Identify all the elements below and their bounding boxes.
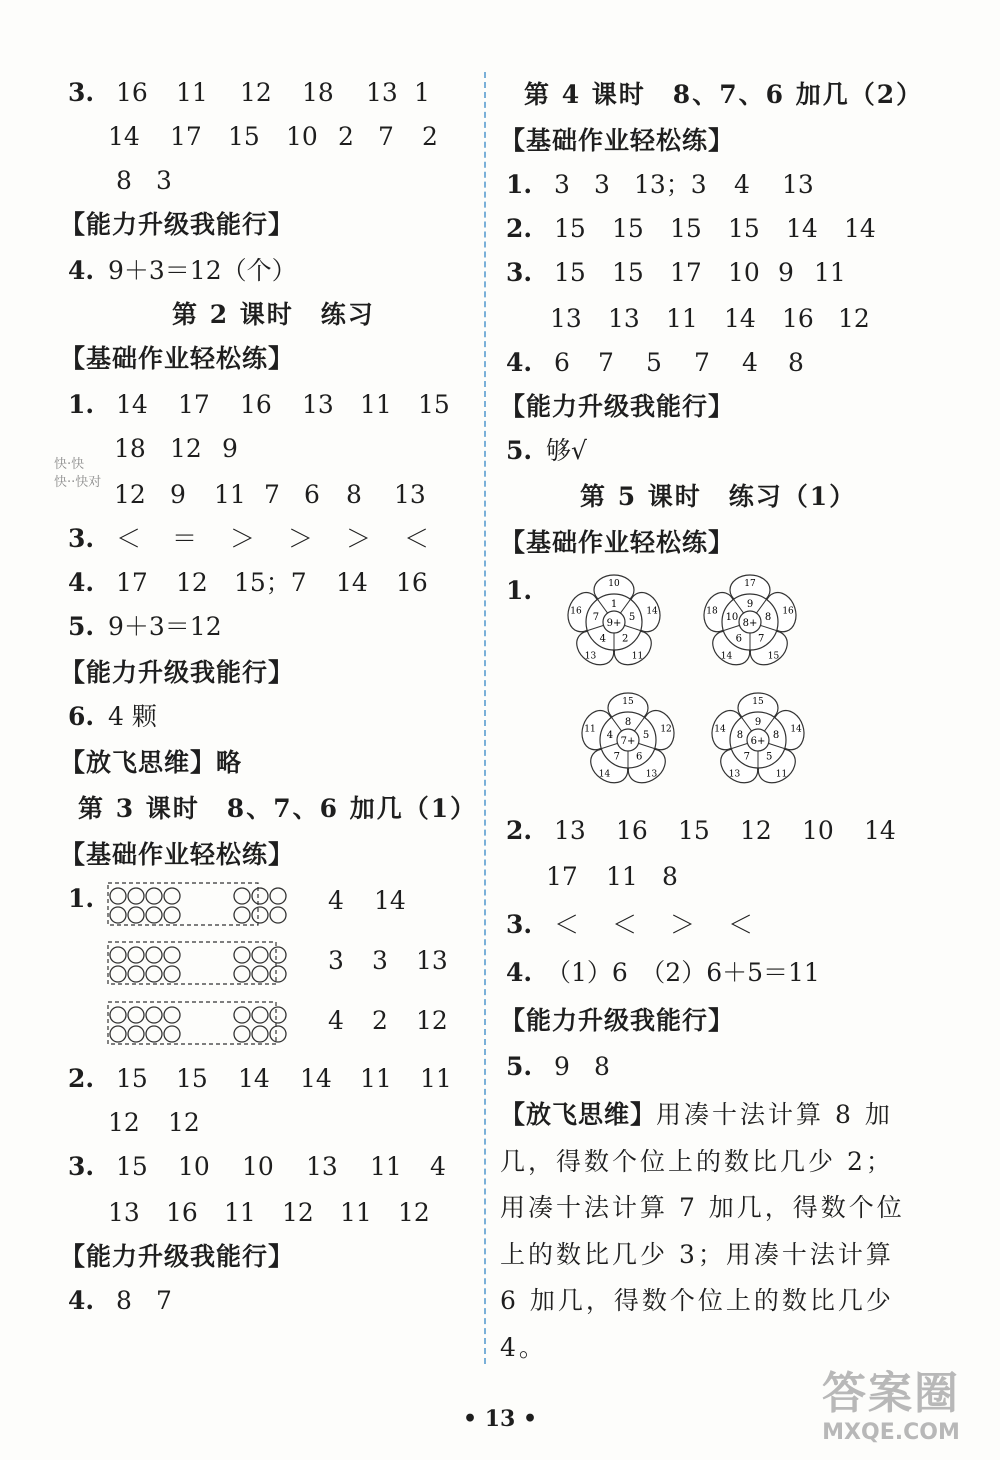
answer-line: 17 11 8 — [546, 862, 678, 891]
answer-line: 4. 17 12 15；7 14 16 — [68, 568, 428, 597]
flower-outer-number: 15 — [752, 697, 764, 707]
answer-line: 3. 15 10 10 13 11 4 — [68, 1152, 446, 1181]
apple-icon — [128, 1026, 144, 1042]
answer-line: 4 2 12 — [328, 1006, 448, 1035]
answer-line: 13 13 11 14 16 12 — [550, 304, 870, 333]
flower-inner-number: 8 — [736, 730, 744, 742]
answer-line: 3. 15 15 17 10 9 11 — [506, 258, 846, 287]
section-title: 【基础作业轻松练】 — [500, 528, 735, 557]
apple-icon — [252, 888, 268, 904]
flower-outer-number: 13 — [584, 651, 597, 662]
apple-icon — [128, 966, 144, 982]
flower-outer-number: 16 — [570, 606, 582, 617]
flower-center-label: 7+ — [620, 736, 636, 747]
apple-icon — [270, 907, 286, 923]
flower-outer-number: 14 — [598, 769, 611, 780]
apple-icon — [164, 966, 180, 982]
answer-line: 1. — [68, 884, 95, 913]
section-title: 【能力升级我能行】 — [500, 1006, 735, 1035]
answer-line: 13 16 11 12 11 12 — [108, 1198, 430, 1227]
apple-icon — [164, 1007, 180, 1023]
section-title: 【能力升级我能行】 — [60, 1242, 295, 1271]
section-title: 【能力升级我能行】 — [60, 658, 295, 687]
answer-line: 12 12 — [108, 1108, 200, 1137]
answer-line: 6. 4 颗 — [68, 702, 157, 731]
fly-label: 【放飞思维】 — [500, 1100, 657, 1129]
apple-icon — [164, 947, 180, 963]
apple-icon — [234, 966, 250, 982]
section-title: 【能力升级我能行】 — [60, 210, 295, 239]
flower-outer-number: 15 — [767, 651, 780, 662]
flower-inner-number: 6 — [635, 751, 643, 763]
flower-diagram — [694, 574, 810, 674]
flower-outer-number: 11 — [584, 724, 596, 735]
answer-line: 2. 13 16 15 12 10 14 — [506, 816, 896, 845]
column-divider — [484, 72, 486, 1364]
answer-line: 4 14 — [328, 886, 406, 915]
section-title: 【基础作业轻松练】 — [60, 344, 295, 373]
answer-line: 4. （1）6 （2）6＋5＝11 — [506, 958, 820, 987]
flower-inner-number: 5 — [765, 751, 773, 763]
flower-inner-number: 8 — [764, 612, 772, 624]
flower-outer-number: 11 — [631, 651, 644, 662]
flower-diagram — [702, 692, 818, 792]
flower-inner-number: 7 — [757, 633, 765, 645]
flower-center-label: 9+ — [606, 618, 622, 629]
apple-icon — [128, 947, 144, 963]
apple-icon — [252, 1026, 268, 1042]
apple-icon — [164, 888, 180, 904]
apple-icon — [128, 888, 144, 904]
apple-icon — [164, 1026, 180, 1042]
answer-line: 12 9 11 7 6 8 13 — [114, 480, 426, 509]
flower-inner-number: 10 — [725, 612, 739, 624]
apple-icon — [270, 888, 286, 904]
apple-groups-illustration — [106, 880, 306, 1050]
apple-icon — [252, 966, 268, 982]
site-watermark: 答案圈 MXQE.COM — [822, 1368, 960, 1445]
apple-icon — [234, 1007, 250, 1023]
apple-icon — [110, 966, 126, 982]
flower-outer-number: 13 — [645, 769, 658, 780]
flower-inner-number: 8 — [624, 717, 632, 728]
answer-line: 5. 够√ — [506, 436, 587, 465]
apple-icon — [270, 1007, 286, 1023]
flower-center-label: 8+ — [742, 618, 758, 629]
apple-icon — [234, 888, 250, 904]
apple-icon — [252, 947, 268, 963]
flower-diagram — [558, 574, 674, 674]
answer-line: 3. ＜ ＜ ＞ ＜ — [506, 910, 753, 939]
answer-line: 14 17 15 10 2 7 2 — [108, 122, 438, 151]
apple-icon — [146, 907, 162, 923]
answer-line: 4. 6 7 5 7 4 8 — [506, 348, 804, 377]
flower-inner-number: 6 — [735, 633, 743, 645]
answer-line: 4. 8 7 — [68, 1286, 172, 1315]
flower-outer-number: 14 — [790, 724, 802, 735]
apple-icon — [110, 947, 126, 963]
apple-icon — [234, 1026, 250, 1042]
apple-icon — [270, 947, 286, 963]
answer-line: 2. 15 15 14 14 11 11 — [68, 1064, 452, 1093]
apple-icon — [110, 907, 126, 923]
answer-line: 4. 9＋3＝12（个） — [68, 256, 297, 285]
lesson-title: 第 3 课时 8、7、6 加几（1） — [78, 794, 478, 823]
apple-icon — [146, 888, 162, 904]
apple-icon — [128, 907, 144, 923]
answer-line: 1. — [506, 576, 533, 605]
flower-inner-number: 5 — [628, 612, 636, 624]
flower-inner-number: 5 — [642, 730, 650, 742]
flower-outer-number: 13 — [728, 769, 741, 780]
flower-outer-number: 10 — [608, 579, 620, 589]
flower-inner-number: 4 — [599, 633, 607, 645]
flower-inner-number: 7 — [613, 751, 621, 763]
flower-outer-number: 18 — [706, 606, 718, 617]
lesson-title: 第 5 课时 练习（1） — [580, 482, 857, 511]
section-title: 【能力升级我能行】 — [500, 392, 735, 421]
apple-icon — [146, 1026, 162, 1042]
flower-outer-number: 14 — [720, 651, 733, 662]
flower-inner-number: 9 — [754, 717, 762, 728]
apple-icon — [110, 888, 126, 904]
apple-icon — [164, 907, 180, 923]
flower-outer-number: 14 — [714, 724, 726, 735]
apple-icon — [128, 1007, 144, 1023]
stamp-mark: 快·快 快··快对 — [54, 457, 102, 490]
lesson-title: 第 4 课时 8、7、6 加几（2） — [524, 80, 924, 109]
answer-line: 1. 14 17 16 13 11 15 — [68, 390, 450, 419]
section-title: 【放飞思维】略 — [60, 748, 243, 777]
flower-outer-number: 11 — [775, 769, 788, 780]
lesson-title: 第 2 课时 练习 — [172, 300, 375, 329]
flower-outer-number: 16 — [782, 606, 794, 617]
apple-icon — [252, 1007, 268, 1023]
answer-line: 5. 9 8 — [506, 1052, 610, 1081]
flower-outer-number: 15 — [622, 697, 634, 707]
flower-inner-number: 4 — [606, 730, 614, 742]
section-title: 【基础作业轻松练】 — [60, 840, 295, 869]
answer-line: 18 12 9 — [114, 434, 238, 463]
flower-inner-number: 9 — [746, 599, 754, 610]
answer-line: 3. 16 11 12 18 13 1 — [68, 78, 430, 107]
fly-thinking-paragraph — [500, 1092, 912, 1371]
apple-icon — [252, 907, 268, 923]
apple-icon — [146, 966, 162, 982]
section-title: 【基础作业轻松练】 — [500, 126, 735, 155]
answer-line: 3 3 13 — [328, 946, 448, 975]
flower-inner-number: 2 — [621, 633, 629, 645]
apple-icon — [234, 907, 250, 923]
fly-text: 用凑十法计算 8 加几，得数个位上的数比几少 2；用凑十法计算 7 加几，得数个位上的数比几少 3；用凑十法计算 6 加几，得数个位上的数比几少 4。 — [500, 1100, 905, 1362]
apple-icon — [270, 966, 286, 982]
apple-icon — [146, 947, 162, 963]
flower-diagram — [572, 692, 688, 792]
apple-icon — [234, 947, 250, 963]
flower-center-label: 6+ — [750, 736, 766, 747]
flower-inner-number: 7 — [592, 612, 600, 624]
apple-icon — [146, 1007, 162, 1023]
answer-line: 8 3 — [116, 166, 172, 195]
answer-line: 2. 15 15 15 15 14 14 — [506, 214, 876, 243]
flower-outer-number: 17 — [744, 579, 756, 589]
answer-line: 1. 3 3 13；3 4 13 — [506, 170, 814, 199]
flower-outer-number: 14 — [646, 606, 658, 617]
page-number: • 13 • — [462, 1406, 538, 1432]
flower-inner-number: 8 — [772, 730, 780, 742]
apple-icon — [110, 1007, 126, 1023]
apple-icon — [110, 1026, 126, 1042]
flower-inner-number: 1 — [610, 599, 618, 610]
flower-outer-number: 12 — [660, 724, 672, 735]
answer-line: 5. 9＋3＝12 — [68, 612, 222, 641]
answer-line: 3. ＜ ＝ ＞ ＞ ＞ ＜ — [68, 524, 429, 553]
apple-icon — [270, 1026, 286, 1042]
flower-inner-number: 7 — [743, 751, 751, 763]
